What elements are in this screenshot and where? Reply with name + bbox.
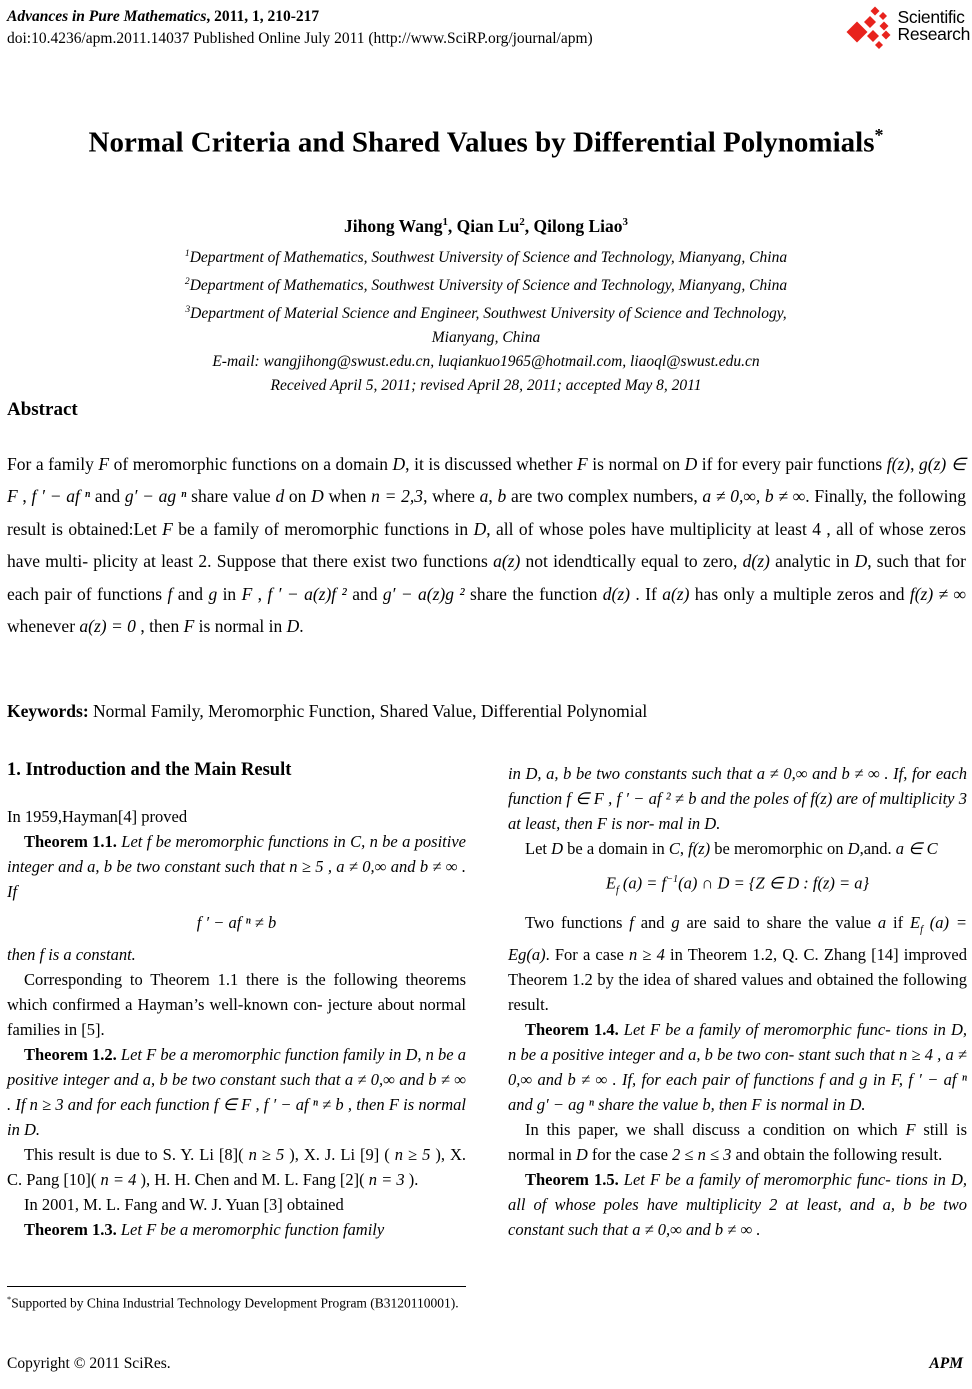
article-title [60,115,912,164]
scientific-research-logo-icon [845,6,897,52]
theorem-1-4: Theorem 1.4. Let F be a family of meromorphic func- tions in D, n be a positive integer and a, b be two con- stant such that n ≥ 4 , a ≠ 0,∞ and b ≠ ∞ . If, for each pair of functions f and g in F, f ′ − af ⁿ and g′ − ag ⁿ share the value b, then F is normal in D. [508,1020,967,1115]
byline-block [0,216,972,398]
authors-line: Jihong Wang$^1$, Qian Lu$^2$, Qilong Liao$^3$ [344,216,628,236]
support-footnote: *Supported by China Industrial Technology Development Program (B3120110001). [7,1286,466,1313]
doi-line: doi:10.4236/apm.2011.14037 Published Online July 2011 (http://www.SciRP.org/journal/apm) [7,30,593,47]
section-heading: 1. Introduction and the Main Result [7,760,292,780]
then-constant-paragraph: then f is a constant. [7,945,136,964]
affiliation-line-2: $^2$Department of Mathematics, Southwest University of Science and Technology, Mianyang, China [184,276,788,295]
page-header [7,6,970,52]
corresponding-paragraph: Corresponding to Theorem 1.1 there is the following theorems which confirmed a Hayman’s well-known con- jecture about normal families in [5]. [7,970,466,1039]
logo-wordmark [898,6,971,42]
affiliation-line-1: $^1$Department of Mathematics, Southwest University of Science and Technology, Mianyang, China [184,248,788,267]
right-column [508,758,967,1242]
copyright-notice: Copyright © 2011 SciRes. [7,1355,171,1372]
received-dates-line: Received April 5, 2011; revised April 28, 2011; accepted May 8, 2011 [270,377,702,395]
this-paper-paragraph: In this paper, we shall discuss a condition on which F still is normal in D for the case 2 ≤ n ≤ 3 and obtain the following result. [508,1120,967,1165]
equation-ef-definition: $E_f$ $(a) = f^{-1}(a)$ ∩ D = {Z ∈ D : f(z) = a} [605,873,870,896]
email-line: E-mail: wangjihong@swust.edu.cn, luqiankuo1965@hotmail.com, liaoql@swust.edu.cn [212,353,760,371]
page-footer [7,1355,963,1373]
theorem-1-2: Theorem 1.2. Let F be a meromorphic function family in D, n be a positive integer and a, b be two constant such that a ≠ 0,∞ and b ≠ ∞ . If n ≥ 3 and for each function f ∈ F , f ′ − af ⁿ ≠ b , then F is normal in D. [7,1045,466,1139]
result-attribution-paragraph: This result is due to S. Y. Li [8]( n ≥ 5 ), X. J. Li [9] ( n ≥ 5 ), X. C. Pang [10]( n = 4 ), H. H. Chen and M. L. Fang [2]( n = 3 ). [7,1145,467,1189]
logo-wordmark-line1: Scientific [897,7,965,27]
theorem-1-3: Theorem 1.3. Let F be a meromorphic function family [24,1220,385,1239]
keywords-line: Keywords: Normal Family, Meromorphic Function, Shared Value, Differential Polynomial [7,701,648,721]
theorem-1-3-continuation: in D, a, b be two constants such that a ≠ 0,∞ and b ≠ ∞ . If, for each function f ∈ F , f ′ − af ² ≠ b and the poles of f(z) are of multiplicity 3 at least, then F is nor- mal in D. [508,764,967,833]
shared-value-paragraph: Two functions f and g are said to share the value a if $E_f$ (a) = Eg(a). For a case n ≥ 4 in Theorem 1.2, Q. C. Zhang [14] improved Theorem 1.2 by the idea of shared values and obtained the following result. [508,912,968,1015]
affiliation-line-4: Mianyang, China [431,329,541,347]
logo-wordmark-line2: Research [897,23,970,44]
abstract-body: For a family F of meromorphic functions on a domain D, it is discussed whether F is normal on D if for every pair functions f(z), g(z) ∈ F , f ′ − af ⁿ and g′ − ag ⁿ share value d on D when n = 2,3, where a, b are two complex numbers, a ≠ 0,∞, b ≠ ∞. Finally, the following result is obtained:Let F be a family of meromorphic functions in D, all of whose poles have multiplicity at least 4 , all of whose zeros have multi- plicity at least 2. Suppose that there exist two functions a(z) not idendtically equal to zero, d(z) analytic in D, such that for each pair of functions f and g in F , f ′ − a(z)f ² and g′ − a(z)g ² share the function d(z) . If a(z) has only a multiple zeros and f(z) ≠ ∞ whenever a(z) = 0 , then F is normal in D. [7,454,967,637]
affiliation-line-3: $^3$Department of Material Science and Engineer, Southwest University of Science and Technology, [185,304,787,323]
journal-citation [7,6,593,50]
intro-paragraph: In 1959,Hayman[4] proved [7,807,188,826]
journal-abbreviation: APM [929,1355,963,1372]
publisher-logo [845,6,971,52]
fang-yuan-paragraph: In 2001, M. L. Fang and W. J. Yuan [3] obtained [24,1195,344,1214]
left-column [7,758,466,1242]
equation-theorem-1-1: f ′ − af ⁿ ≠ b [196,913,277,932]
theorem-1-1: Theorem 1.1. Let f be meromorphic functions in C, n be a positive integer and a, b be two constant such that n ≥ 5 , a ≠ 0,∞ and b ≠ ∞ . If [7,832,466,901]
theorem-1-5: Theorem 1.5. Let F be a family of meromorphic func- tions in D, all of whose poles have multiplicity 2 at least, and a, b be two constant such that a ≠ 0,∞ and b ≠ ∞ . [508,1170,967,1240]
article-title-text: Normal Criteria and Shared Values by Differential Polynomials [88,127,875,160]
abstract-heading: Abstract [7,399,78,420]
journal-citation-line: Advances in Pure Mathematics, 2011, 1, 210-217 [7,8,320,25]
domain-definition-paragraph: Let D be a domain in C, f(z) be meromorphic on D,and. a ∈ C [525,839,938,858]
title-footnote-marker: * [874,125,884,146]
